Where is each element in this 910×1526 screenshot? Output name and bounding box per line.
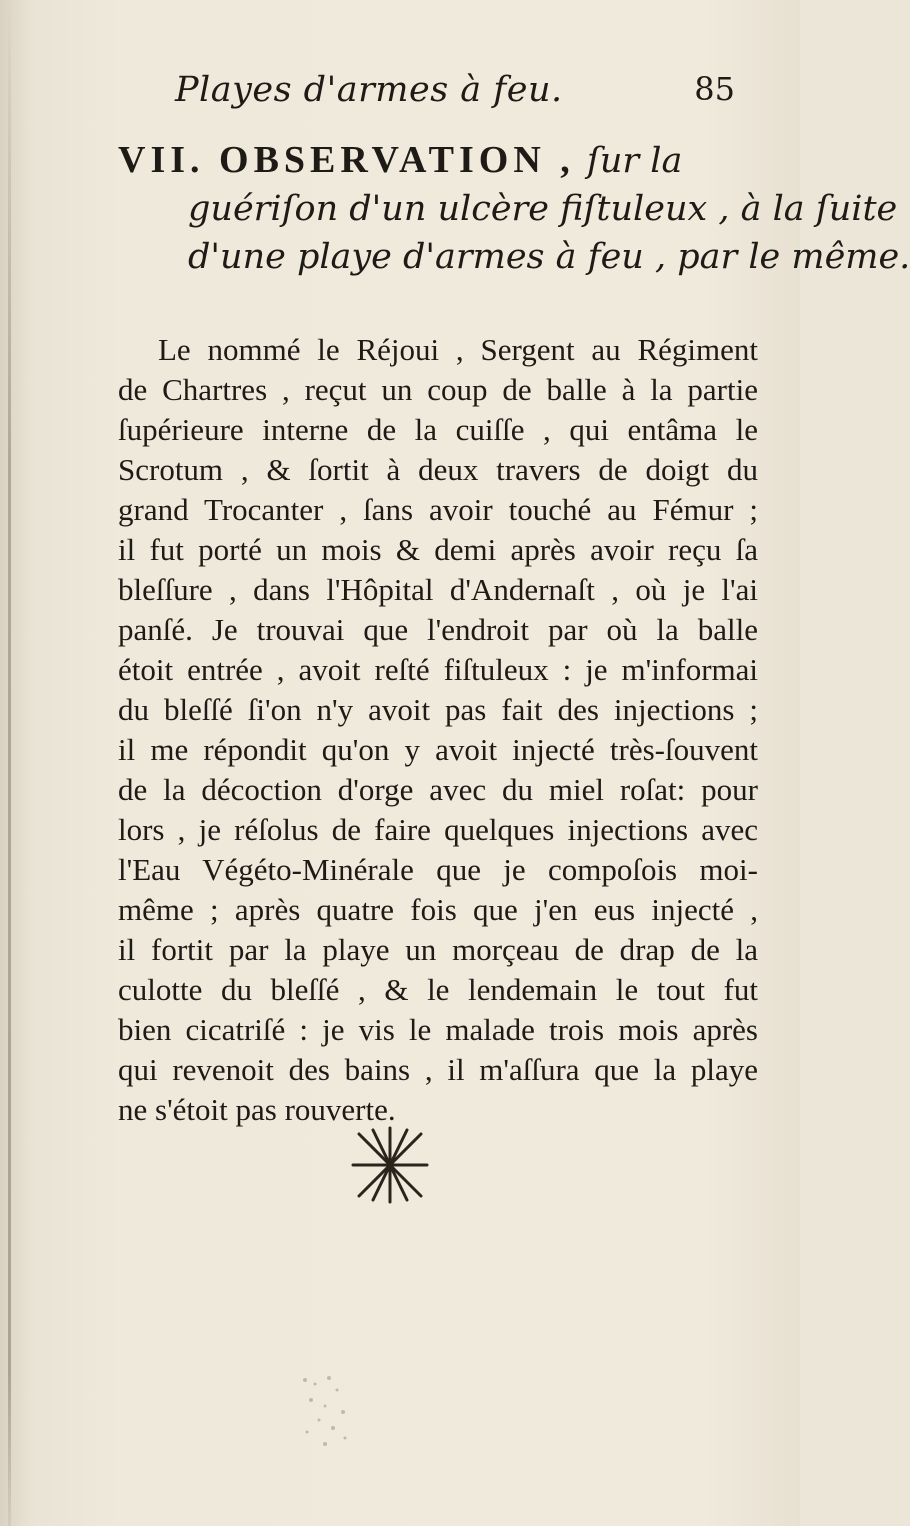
running-title: Playes d'armes à feu. (175, 70, 563, 110)
text-line: panſé. Je trouvai que l'endroit par où la balle (118, 612, 758, 647)
text-line: grand Trocanter , ſans avoir touché au Fémur ; (118, 492, 758, 527)
text-line: il fut porté un mois & demi après avoir reçu ſa (118, 532, 758, 567)
text-line: l'Eau Végéto-Minérale que je compoſois moi- (118, 852, 758, 887)
observation-heading-italic: ſur la (586, 141, 683, 181)
page-header (175, 70, 735, 120)
text-line: Scrotum , & ſortit à deux travers de doigt du (118, 452, 758, 487)
ink-bleed-through (285, 1360, 365, 1460)
observation-heading-line-1 (118, 135, 758, 185)
page-gutter-shadow (8, 0, 11, 1526)
text-line: du bleſſé ſi'on n'y avoit pas fait des injections ; (118, 692, 758, 727)
text-line: de Chartres , reçut un coup de balle à la partie (118, 372, 758, 407)
starburst-ornament-icon (345, 1120, 435, 1210)
observation-heading (118, 135, 910, 281)
body-paragraph (118, 330, 758, 1130)
text-line: de la décoction d'orge avec du miel roſat: pour (118, 772, 758, 807)
text-line: qui revenoit des bains , il m'aſſura que la playe (118, 1052, 758, 1087)
observation-number-title: VII. OBSERVATION , (118, 139, 575, 181)
observation-heading-line-3: d'une playe d'armes à feu , par le même. (188, 237, 910, 277)
text-line: il fortit par la playe un morçeau de drap de la (118, 932, 758, 967)
text-line: étoit entrée , avoit reſté fiſtuleux : je m'informai (118, 652, 758, 687)
text-line: ne s'étoit pas rouverte. (118, 1092, 396, 1127)
text-line: bien cicatriſé : je vis le malade trois mois après (118, 1012, 758, 1047)
text-line: ſupérieure interne de la cuiſſe , qui entâma le (118, 412, 758, 447)
observation-heading-line-2: guériſon d'un ulcère fiſtuleux , à la ſuite (188, 189, 898, 229)
text-line: Le nommé le Réjoui , Sergent au Régiment (158, 332, 758, 367)
text-line: culotte du bleſſé , & le lendemain le tout fut (118, 972, 758, 1007)
text-line: il me répondit qu'on y avoit injecté très-ſouvent (118, 732, 758, 767)
page-number: 85 (694, 70, 735, 108)
text-line: lors , je réſolus de faire quelques injections avec (118, 812, 758, 847)
text-line: même ; après quatre fois que j'en eus injecté , (118, 892, 758, 927)
text-line: bleſſure , dans l'Hôpital d'Andernaſt , où je l'ai (118, 572, 758, 607)
